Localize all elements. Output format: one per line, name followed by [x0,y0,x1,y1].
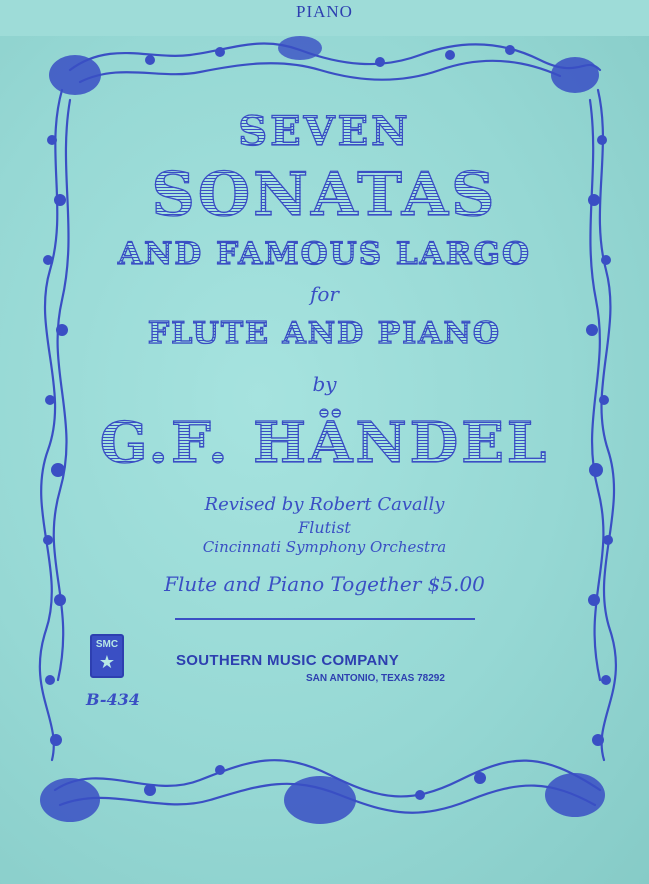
smc-logo-star-icon: ★ [98,652,116,672]
price-line: Flute and Piano Together $5.00 [164,572,485,596]
title-line-flute-piano: FLUTE AND PIANO [0,316,649,351]
credit-orchestra: Cincinnati Symphony Orchestra [202,538,447,556]
publisher-name: SOUTHERN MUSIC COMPANY [176,652,399,669]
publisher-address: SAN ANTONIO, TEXAS 78292 [306,673,445,684]
composer-name: G.F. HÄNDEL [0,410,649,476]
header-label: PIANO [296,2,353,21]
smc-logo-text: SMC [95,639,119,650]
title-line-largo: AND FAMOUS LARGO [0,236,649,272]
title-for: for [309,282,339,306]
title-by: by [312,372,337,396]
credit-revised: Revised by Robert Cavally [204,494,445,515]
divider [175,618,475,620]
title-line-sonatas: SONATAS [0,160,649,230]
title-line-seven: SEVEN [0,108,649,155]
smc-logo [90,634,124,678]
catalog-number: B-434 [86,690,140,709]
credit-role: Flutist [298,518,351,537]
